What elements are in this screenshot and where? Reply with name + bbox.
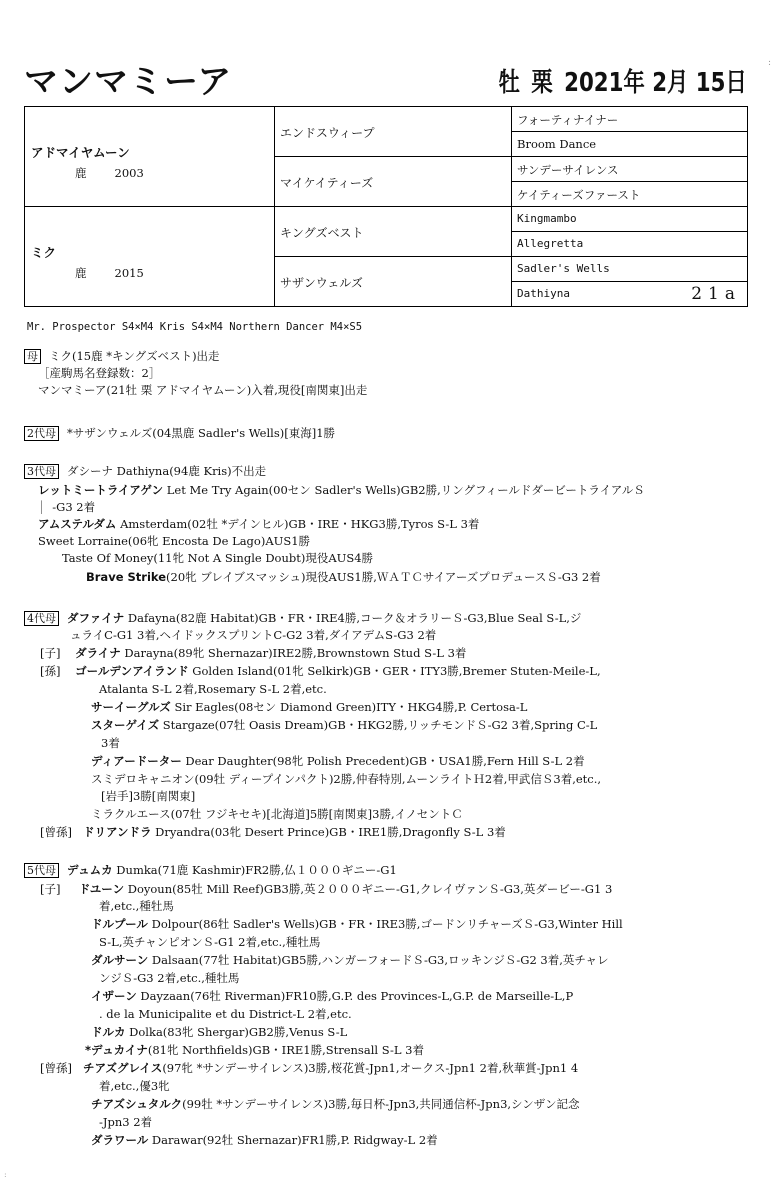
dam5-child-4-cont: . de la Municipalite et du District-L 2着,etc. — [99, 1007, 352, 1021]
ggs-3: サンデーサイレンス — [517, 163, 619, 177]
dam3-progeny-1: レットミートライアゲン Let Me Try Again(00セン Sadler's Wells)GB2勝,リングフィールドダービートライアルＳ — [38, 483, 645, 497]
dam5-great-grand-1: [曾孫] チアズグレイス(97牝 *サンデーサイレンス)3勝,桜花賞-Jpn1,オークス-Jpn1 2着,秋華賞-Jpn1 4 — [40, 1061, 579, 1075]
dam1-foal: マンマミーア(21牡 栗 アドマイヤムーン)入着,現役[南関東]出走 — [38, 383, 368, 397]
dam-name: ミク — [31, 245, 57, 260]
dam4-grand-4: ディアードーター Dear Daughter(98牝 Polish Precedent)GB・USA1勝,Fern Hill S-L 2着 — [91, 754, 585, 768]
inbreeding: Mr. Prospector S4×M4 Kris S4×M4 Northern Dancer M4×S5 — [27, 321, 363, 333]
horse-color: 栗 — [531, 68, 553, 98]
dam5-child-5: ドルカ Dolka(83牝 Shergar)GB2勝,Venus S-L — [91, 1025, 348, 1039]
dam1-line — [24, 348, 220, 365]
dam5-child-2-cont: S-L,英チャンピオンＳ-G1 2着,etc.,種牡馬 — [99, 935, 321, 949]
dam5-child-4: イザーン Dayzaan(76牡 Riverman)FR10勝,G.P. des Provinces-L,G.P. de Marseille-L,P — [91, 989, 574, 1003]
dam3-progeny-1-cont: │ -G3 2着 — [38, 500, 96, 514]
dam3-grand-1: Taste Of Money(11牝 Not A Single Doubt)現役AUS4勝 — [62, 551, 374, 565]
sire-color: 鹿 — [75, 166, 87, 180]
horse-profile — [487, 62, 747, 99]
dam4-great-grand-1: [曾孫] ドリアンドラ Dryandra(03牝 Desert Prince)GB・IRE1勝,Dragonfly S-L 3着 — [40, 825, 506, 839]
dam-year: 2015 — [114, 266, 144, 280]
pedigree-table — [24, 106, 748, 307]
dam5-child-1-cont: 着,etc.,種牡馬 — [99, 899, 174, 913]
dam3-great-grand-1: Brave Strike(20牝 ブレイブスマッシュ)現役AUS1勝,ＷＡＴＣサイアーズプロデュースＳ-G3 2着 — [86, 570, 601, 584]
dam4-grand-1-cont: Atalanta S-L 2着,Rosemary S-L 2着,etc. — [99, 682, 327, 696]
dam4-grand-3: スターゲイズ Stargaze(07牡 Oasis Dream)GB・HKG2勝,リッチモンドＳ-G2 3着,Spring C-L — [91, 718, 598, 732]
sire-year: 2003 — [114, 166, 144, 180]
dam3-progeny-3: Sweet Lorraine(06牝 Encosta De Lago)AUS1勝 — [38, 534, 311, 548]
dam5-great-grand-2-cont: -Jpn3 2着 — [99, 1115, 153, 1129]
dam4-grand-1: [孫] ゴールデンアイランド Golden Island(01牝 Selkirk)GB・GER・ITY3勝,Bremer Stuten-Meile-L, — [40, 664, 601, 678]
dam5-child-1: [子] ドユーン Doyoun(85牡 Mill Reef)GB3勝,英２０００ギニー-G1,クレイヴァンＳ-G3,英ダービー-G1 3 — [40, 882, 613, 896]
dam1-tag: 母 — [24, 349, 41, 364]
dam5-line: 5代母 デュムカ Dumka(71鹿 Kashmir)FR2勝,仏１０００ギニー-G1 — [24, 862, 397, 879]
dam5-child-3-cont: ンジＳ-G3 2着,etc.,種牡馬 — [99, 971, 240, 985]
dam4-grand-2: サーイーグルズ Sir Eagles(08セン Diamond Green)ITY・HKG4勝,P. Certosa-L — [91, 700, 528, 714]
dam3-text: ダシーナ Dathiyna(94鹿 Kris)不出走 — [67, 464, 267, 478]
dam-sire: キングズベスト — [280, 226, 364, 240]
ggs-5: Kingmambo — [517, 212, 577, 225]
dam4-grand-3-cont: 3着 — [101, 736, 120, 750]
page-mark: : — [767, 58, 771, 68]
dam5-great-grand-2: チアズシュタルク(99牡 *サンデーサイレンス)3勝,毎日杯-Jpn3,共同通信杯-Jpn3,シンザン記念 — [91, 1097, 580, 1111]
dam4-grand-5: スミデロキャニオン(09牡 ディープインパクト)2勝,仲春特別,ムーンライトＨ2着,甲武信Ｓ3着,etc., — [91, 772, 602, 786]
dam1-foals-count: ［産駒馬名登録数：2］ — [38, 366, 161, 380]
dam5-child-6: *デュカイナ(81牝 Northfields)GB・IRE1勝,Strensall S-L 3着 — [85, 1043, 424, 1057]
ggs-4: ケイティーズファースト — [517, 188, 641, 202]
dam3-line — [24, 463, 266, 480]
horse-birthdate: 2021年 2月 15日 — [564, 68, 747, 98]
dam4-grand-6: ミラクルエース(07牡 フジキセキ)[北海道]5勝[南関東]3勝,イノセントＣ — [91, 807, 463, 821]
dam2-tag: 2代母 — [24, 426, 59, 441]
sire — [31, 143, 144, 181]
dam3-tag: 3代母 — [24, 464, 59, 479]
dam5-great-grand-3: ダラワール Darawar(92牡 Shernazar)FR1勝,P. Ridgway-L 2着 — [91, 1133, 438, 1147]
sire-sire: エンドスウィープ — [280, 126, 375, 140]
dam4-line-cont: ュライC-G1 3着,ヘイドックスプリントC-G2 3着,ダイアデムS-G3 2着 — [70, 628, 437, 642]
sire-name: アドマイヤムーン — [31, 145, 130, 160]
sire-dam: マイケイティーズ — [280, 176, 374, 190]
dam2-text: *サザンウェルズ(04黒鹿 Sadler's Wells)[東海]1勝 — [67, 426, 336, 440]
dam1-text: ミク(15鹿 *キングズベスト)出走 — [49, 349, 220, 363]
dam4-grand-5-cont: [岩手]3勝[南関東] — [101, 789, 196, 803]
dam2-line — [24, 425, 335, 442]
dam — [31, 243, 144, 281]
ggs-1: フォーティナイナー — [517, 113, 619, 127]
dam5-tag: 5代母 — [24, 863, 59, 878]
family-code: 21a — [691, 284, 741, 304]
dam3-progeny-2: アムステルダム Amsterdam(02牡 *デインヒル)GB・IRE・HKG3勝,Tyros S-L 3着 — [38, 517, 480, 531]
ggs-7: Sadler's Wells — [517, 262, 610, 275]
dam5-child-2: ドルプール Dolpour(86牡 Sadler's Wells)GB・FR・IRE3勝,ゴードンリチャーズＳ-G3,Winter Hill — [91, 917, 623, 931]
dam5-great-grand-1-cont: 着,etc.,優3牝 — [99, 1079, 170, 1093]
horse-name: マンマミーア — [24, 62, 233, 102]
horse-sex: 牡 — [498, 68, 521, 98]
dam-dam: サザンウェルズ — [280, 276, 363, 290]
ggs-6: Allegretta — [517, 237, 584, 250]
page-mark-bottom: : — [4, 1170, 7, 1179]
dam4-tag: 4代母 — [24, 611, 59, 626]
dam-color: 鹿 — [75, 266, 87, 280]
dam5-child-3: ダルサーン Dalsaan(77牡 Habitat)GB5勝,ハンガーフォードＳ-G3,ロッキンジＳ-G2 3着,英チャレ — [91, 953, 609, 967]
ggs-8: Dathiyna — [517, 287, 570, 300]
dam4-child-1: [子] ダライナ Darayna(89牝 Shernazar)IRE2勝,Brownstown Stud S-L 3着 — [40, 646, 467, 660]
dam4-line: 4代母 ダファイナ Dafayna(82鹿 Habitat)GB・FR・IRE4勝,コーク＆オラリーＳ-G3,Blue Seal S-L,ジ — [24, 610, 581, 627]
ggs-2: Broom Dance — [517, 137, 597, 151]
